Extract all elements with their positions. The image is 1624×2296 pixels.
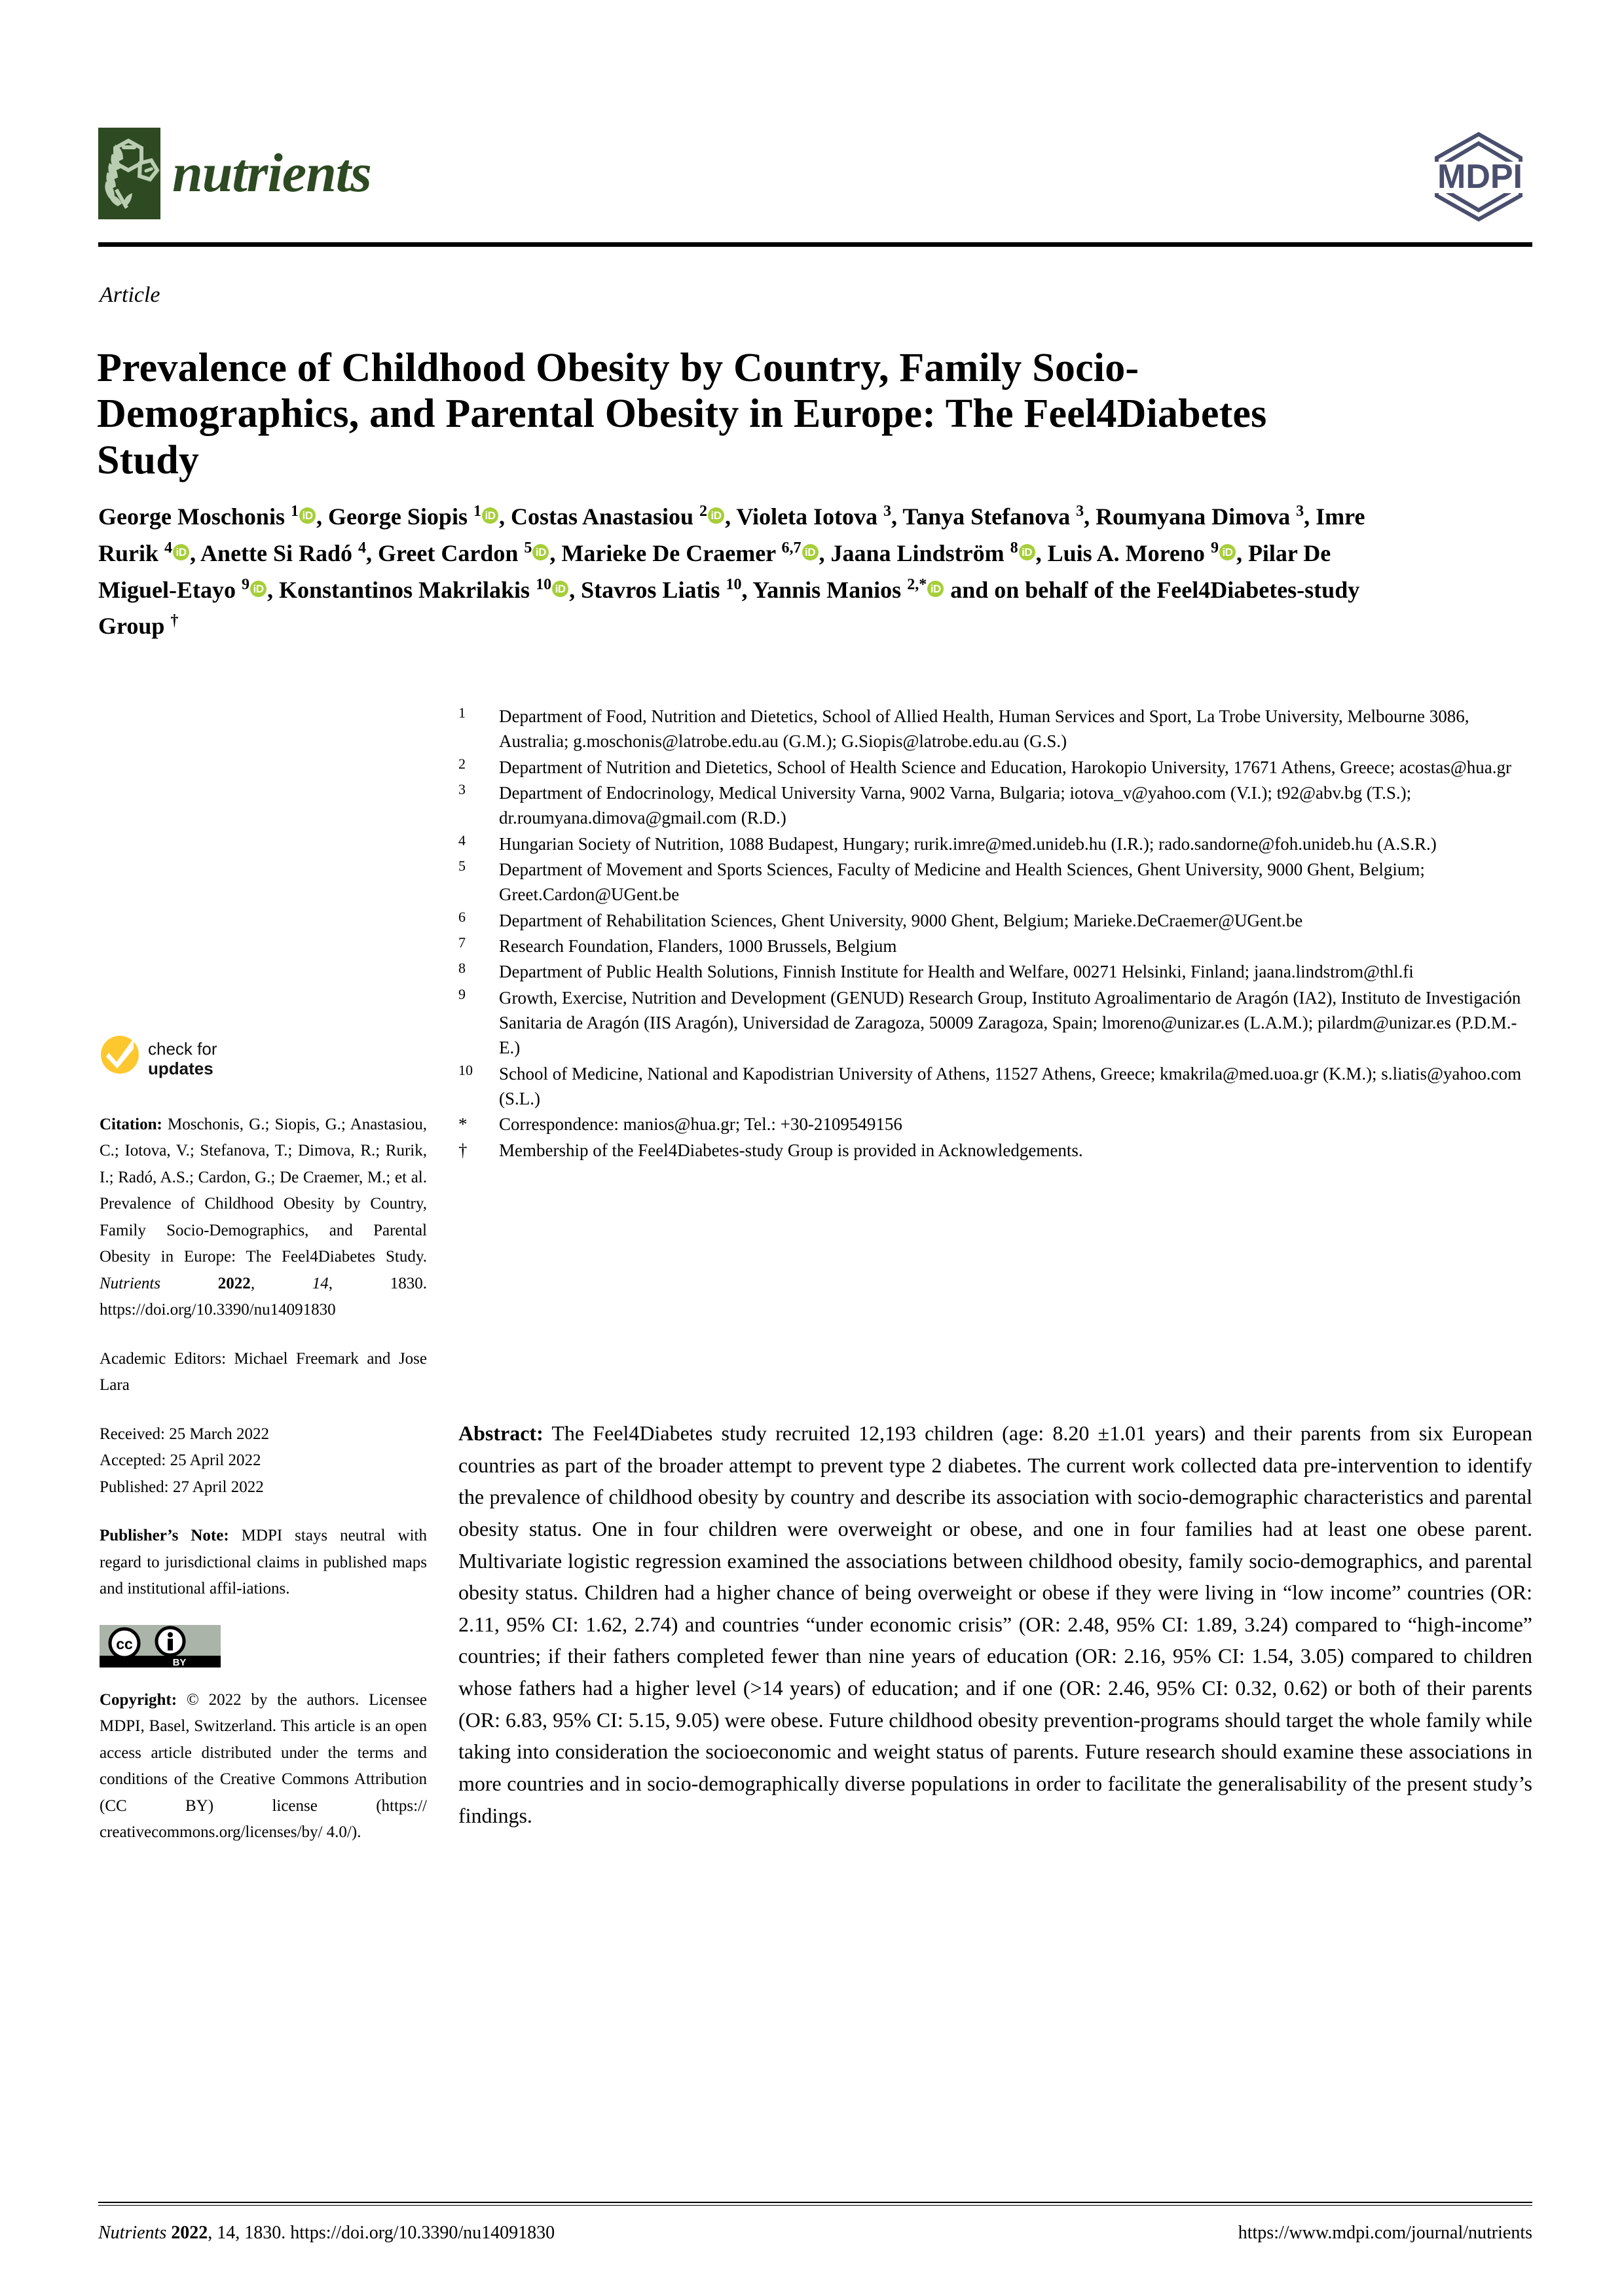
sidebar [100,1034,427,1868]
publishers-note-label: Publisher’s Note: [100,1527,229,1544]
nutrients-logo-icon [98,128,160,219]
mdpi-logo-icon [1428,128,1532,229]
publishers-note-text: MDPI stays neutral with regard to jurisdictional claims in published maps and institutional affil-iations. [100,1527,427,1597]
author-list: George Moschonis $^1$ iD , George Siopis $^1$ iD , Costas Anastasiou $^2$ iD , Violeta Iotova $^3$, Tanya Stefanova $^3$, Roumyana Dimova $^3$, Imre Rurik $^4$ iD , Anette Si Radó $^4$, Greet Cardon $^5$ iD , Marieke De Craemer $^{6,7}$ iD , Jaana Lindström $^8$ iD , Luis A. Moreno $^9$ iD , Pilar De Miguel-Etayo $^9$ iD , Konstantinos Makrilakis $^{10}$ iD , Stavros Liatis $^{10}$, Yannis Manios $^{2,*}$ iD and on behalf of the Feel4Diabetes-study Group † [98,503,1365,640]
affiliation-text: Department of Public Health Solutions, Finnish Institute for Health and Welfare, 00271 Helsinki, Finland; jaana.lindstrom@thl.fi [499,962,1414,982]
check-line-1: check for [148,1038,217,1059]
creative-commons-icon[interactable] [100,1625,221,1667]
citation-year: 2022 [160,1274,251,1292]
affiliation-item [458,780,1532,831]
orcid-icon[interactable]: iD [482,507,498,524]
orcid-icon[interactable]: iD [802,544,819,560]
affiliation-text: Department of Endocrinology, Medical University Varna, 9002 Varna, Bulgaria; iotova_v@yahoo.com (V.I.); t92@abv.bg (T.S.); dr.roumyana.dimova@gmail.com (R.D.) [499,782,1412,828]
affiliation-text: Department of Nutrition and Dietetics, School of Health Science and Education, Harokopio University, 17671 Athens, Greece; acostas@hua.gr [499,757,1511,777]
publication-dates [100,1421,427,1501]
journal-name: nutrients [172,143,371,204]
check-for-updates-text [148,1040,217,1079]
svg-text:cc: cc [116,1635,133,1652]
footer-doi[interactable]: , 14, 1830. https://doi.org/10.3390/nu14091830 [208,2223,555,2243]
copyright-label: Copyright: [100,1690,177,1709]
orcid-icon[interactable]: iD [173,544,189,560]
orcid-icon[interactable]: iD [708,507,724,524]
affiliation-item [458,755,1532,780]
footer-journal-url[interactable]: https://www.mdpi.com/journal/nutrients [1238,2223,1532,2243]
check-for-updates-badge[interactable] [100,1034,427,1084]
masthead [98,128,1532,232]
affiliation-text: Department of Movement and Sports Sciences, Faculty of Medicine and Health Sciences, Ghent University, 9000 Ghent, Belgium; Greet.Cardon@UGent.be [499,859,1425,905]
group-note-text: Membership of the Feel4Diabetes-study Group is provided in Acknowledgements. [499,1140,1083,1160]
publishers-note [100,1523,427,1603]
orcid-icon[interactable]: iD [532,544,549,560]
affiliation-text: Research Foundation, Flanders, 1000 Brussels, Belgium [499,936,897,956]
affiliation-marker: 7 [458,934,466,951]
orcid-icon[interactable]: iD [927,581,944,597]
page-title: Prevalence of Childhood Obesity by Country, Family Socio-Demographics, and Parental Obesity in Europe: The Feel4Diabetes Study [97,345,1267,483]
affiliation-text: Department of Rehabilitation Sciences, Ghent University, 9000 Ghent, Belgium; Marieke.DeCraemer@UGent.be [499,910,1303,930]
footer-year: 2022 [166,2223,208,2243]
affiliation-item [458,934,1532,958]
affiliation-item [458,857,1532,907]
affiliation-item [458,704,1532,754]
affiliation-item [458,1061,1532,1112]
affiliation-text: Growth, Exercise, Nutrition and Development (GENUD) Research Group, Instituto Agroalimentario de Aragón (IA2), Instituto de Investigación Sanitaria de Aragón (IIS Aragón), Universidad de Zaragoza, 50009 Zaragoza, Spain; lmoreno@unizar.es (L.A.M.); pilardm@unizar.es (P.D.M.-E.) [499,987,1521,1058]
article-type-label: Article [100,283,160,307]
affiliation-text: School of Medicine, National and Kapodistrian University of Athens, 11527 Athens, Greece; kmakrila@med.uoa.gr (K.M.); s.liatis@yahoo.com (S.L.) [499,1063,1522,1108]
orcid-icon[interactable]: iD [1219,544,1236,560]
copyright-text: © 2022 by the authors. Licensee MDPI, Basel, Switzerland. This article is an open access article distributed under the terms and conditions of the Creative Commons Attribution (CC BY) license (https:// creativecommons.org/licenses/by/ 4.0/). [100,1690,427,1841]
abstract-body: The Feel4Diabetes study recruited 12,193 children (age: 8.20 ±1.01 years) and their parents from six European countries as part of the broader attempt to prevent type 2 diabetes. The current work collected data pre-intervention to identify the prevalence of childhood obesity by country and describe its association with socio-demographic characteristics and parental obesity status. One in four children were overweight or obese, and one in four families had at least one obese parent. Multivariate logistic regression examined the associations between childhood obesity, family socio-demographics, and parental obesity status. Children had a higher chance of being overweight or obese if they were living in “low income” countries (OR: 2.11, 95% CI: 1.62, 2.74) and countries “under economic crisis” (OR: 2.48, 95% CI: 1.89, 3.24) compared to “high-income” countries; if their fathers completed fewer than nine years of education (OR: 2.16, 95% CI: 1.54, 3.05) compared to children whose fathers had a higher level (>14 years) of education; and if one (OR: 2.46, 95% CI: 0.32, 0.62) or both of their parents (OR: 6.83, 95% CI: 5.15, 9.05) were obese. Future childhood obesity prevention-programs should target the whole family while taking into consideration the socioeconomic and weight status of parents. Future research should examine these associations in more countries and in socio-demographically diverse populations in order to facilitate the generalisability of the present study’s findings. [458,1421,1532,1827]
abstract-section [458,1417,1532,1831]
affiliation-marker: 2 [458,755,466,772]
orcid-icon[interactable]: iD [552,581,568,597]
affiliation-item [458,985,1532,1061]
affiliation-item [458,959,1532,984]
correspondence-text: Correspondence: manios@hua.gr; Tel.: +30-2109549156 [499,1114,902,1135]
orcid-icon[interactable]: iD [299,507,316,524]
header-divider [98,242,1532,247]
published-date: Published: 27 April 2022 [100,1478,264,1496]
affiliation-marker: 9 [458,985,466,1002]
checkmark-icon [100,1034,140,1084]
citation-authors: Moschonis, G.; Siopis, G.; Anastasiou, C.; Iotova, V.; Stefanova, T.; Dimova, R.; Rurik, I.; Radó, A.S.; Cardon, G.; De Craemer, M.; et al. Prevalence of Childhood Obesity by Country, Family Socio-Demographics, and Parental Obesity in Europe: The Feel4Diabetes Study. [100,1115,427,1266]
footer-journal: Nutrients [98,2223,167,2243]
citation-volume: , 14 [250,1274,329,1292]
footer-divider [98,2202,1532,2203]
affiliations-list [458,704,1532,1163]
academic-editors: Academic Editors: Michael Freemark and Jose Lara [100,1349,427,1394]
journal-logo [98,128,371,219]
correspondence-marker: * [458,1114,468,1135]
correspondence-item [458,1112,1532,1137]
group-note-marker: † [458,1140,468,1160]
affiliation-text: Department of Food, Nutrition and Dietetics, School of Allied Health, Human Services and Sport, La Trobe University, Melbourne 3086, Australia; g.moschonis@latrobe.edu.au (G.M.); G.Siopis@latrobe.edu.au (G.S.) [499,706,1469,752]
group-note-item [458,1138,1532,1163]
accepted-date: Accepted: 25 April 2022 [100,1451,261,1469]
page-footer [98,2223,1532,2244]
citation-label: Citation: [100,1115,162,1133]
affiliation-marker: 1 [458,704,466,721]
citation-block [100,1112,427,1324]
check-line-2: updates [148,1058,213,1078]
affiliation-marker: 3 [458,780,466,797]
copyright-block [100,1687,427,1846]
affiliation-marker: 8 [458,960,466,977]
affiliation-item [458,831,1532,856]
footer-citation [98,2223,555,2244]
affiliation-marker: 6 [458,908,466,925]
citation-journal: Nutrients [100,1274,161,1292]
footer-divider-thin [98,2205,1532,2206]
affiliation-marker: 10 [458,1061,473,1078]
orcid-icon[interactable]: iD [250,581,267,597]
citation-doi[interactable]: , 1830. https://doi.org/10.3390/nu14091830 [100,1274,428,1319]
svg-text:BY: BY [172,1656,187,1667]
affiliation-marker: 5 [458,857,466,874]
svg-text:MDPI: MDPI [1437,158,1522,196]
affiliation-text: Hungarian Society of Nutrition, 1088 Budapest, Hungary; rurik.imre@med.unideb.hu (I.R.); rado.sandorne@foh.unideb.hu (A.S.R.) [499,833,1437,854]
received-date: Received: 25 March 2022 [100,1425,269,1443]
affiliation-item [458,908,1532,933]
affiliation-marker: 4 [458,831,466,848]
orcid-icon[interactable]: iD [1019,544,1035,560]
abstract-label: Abstract: [458,1421,544,1445]
